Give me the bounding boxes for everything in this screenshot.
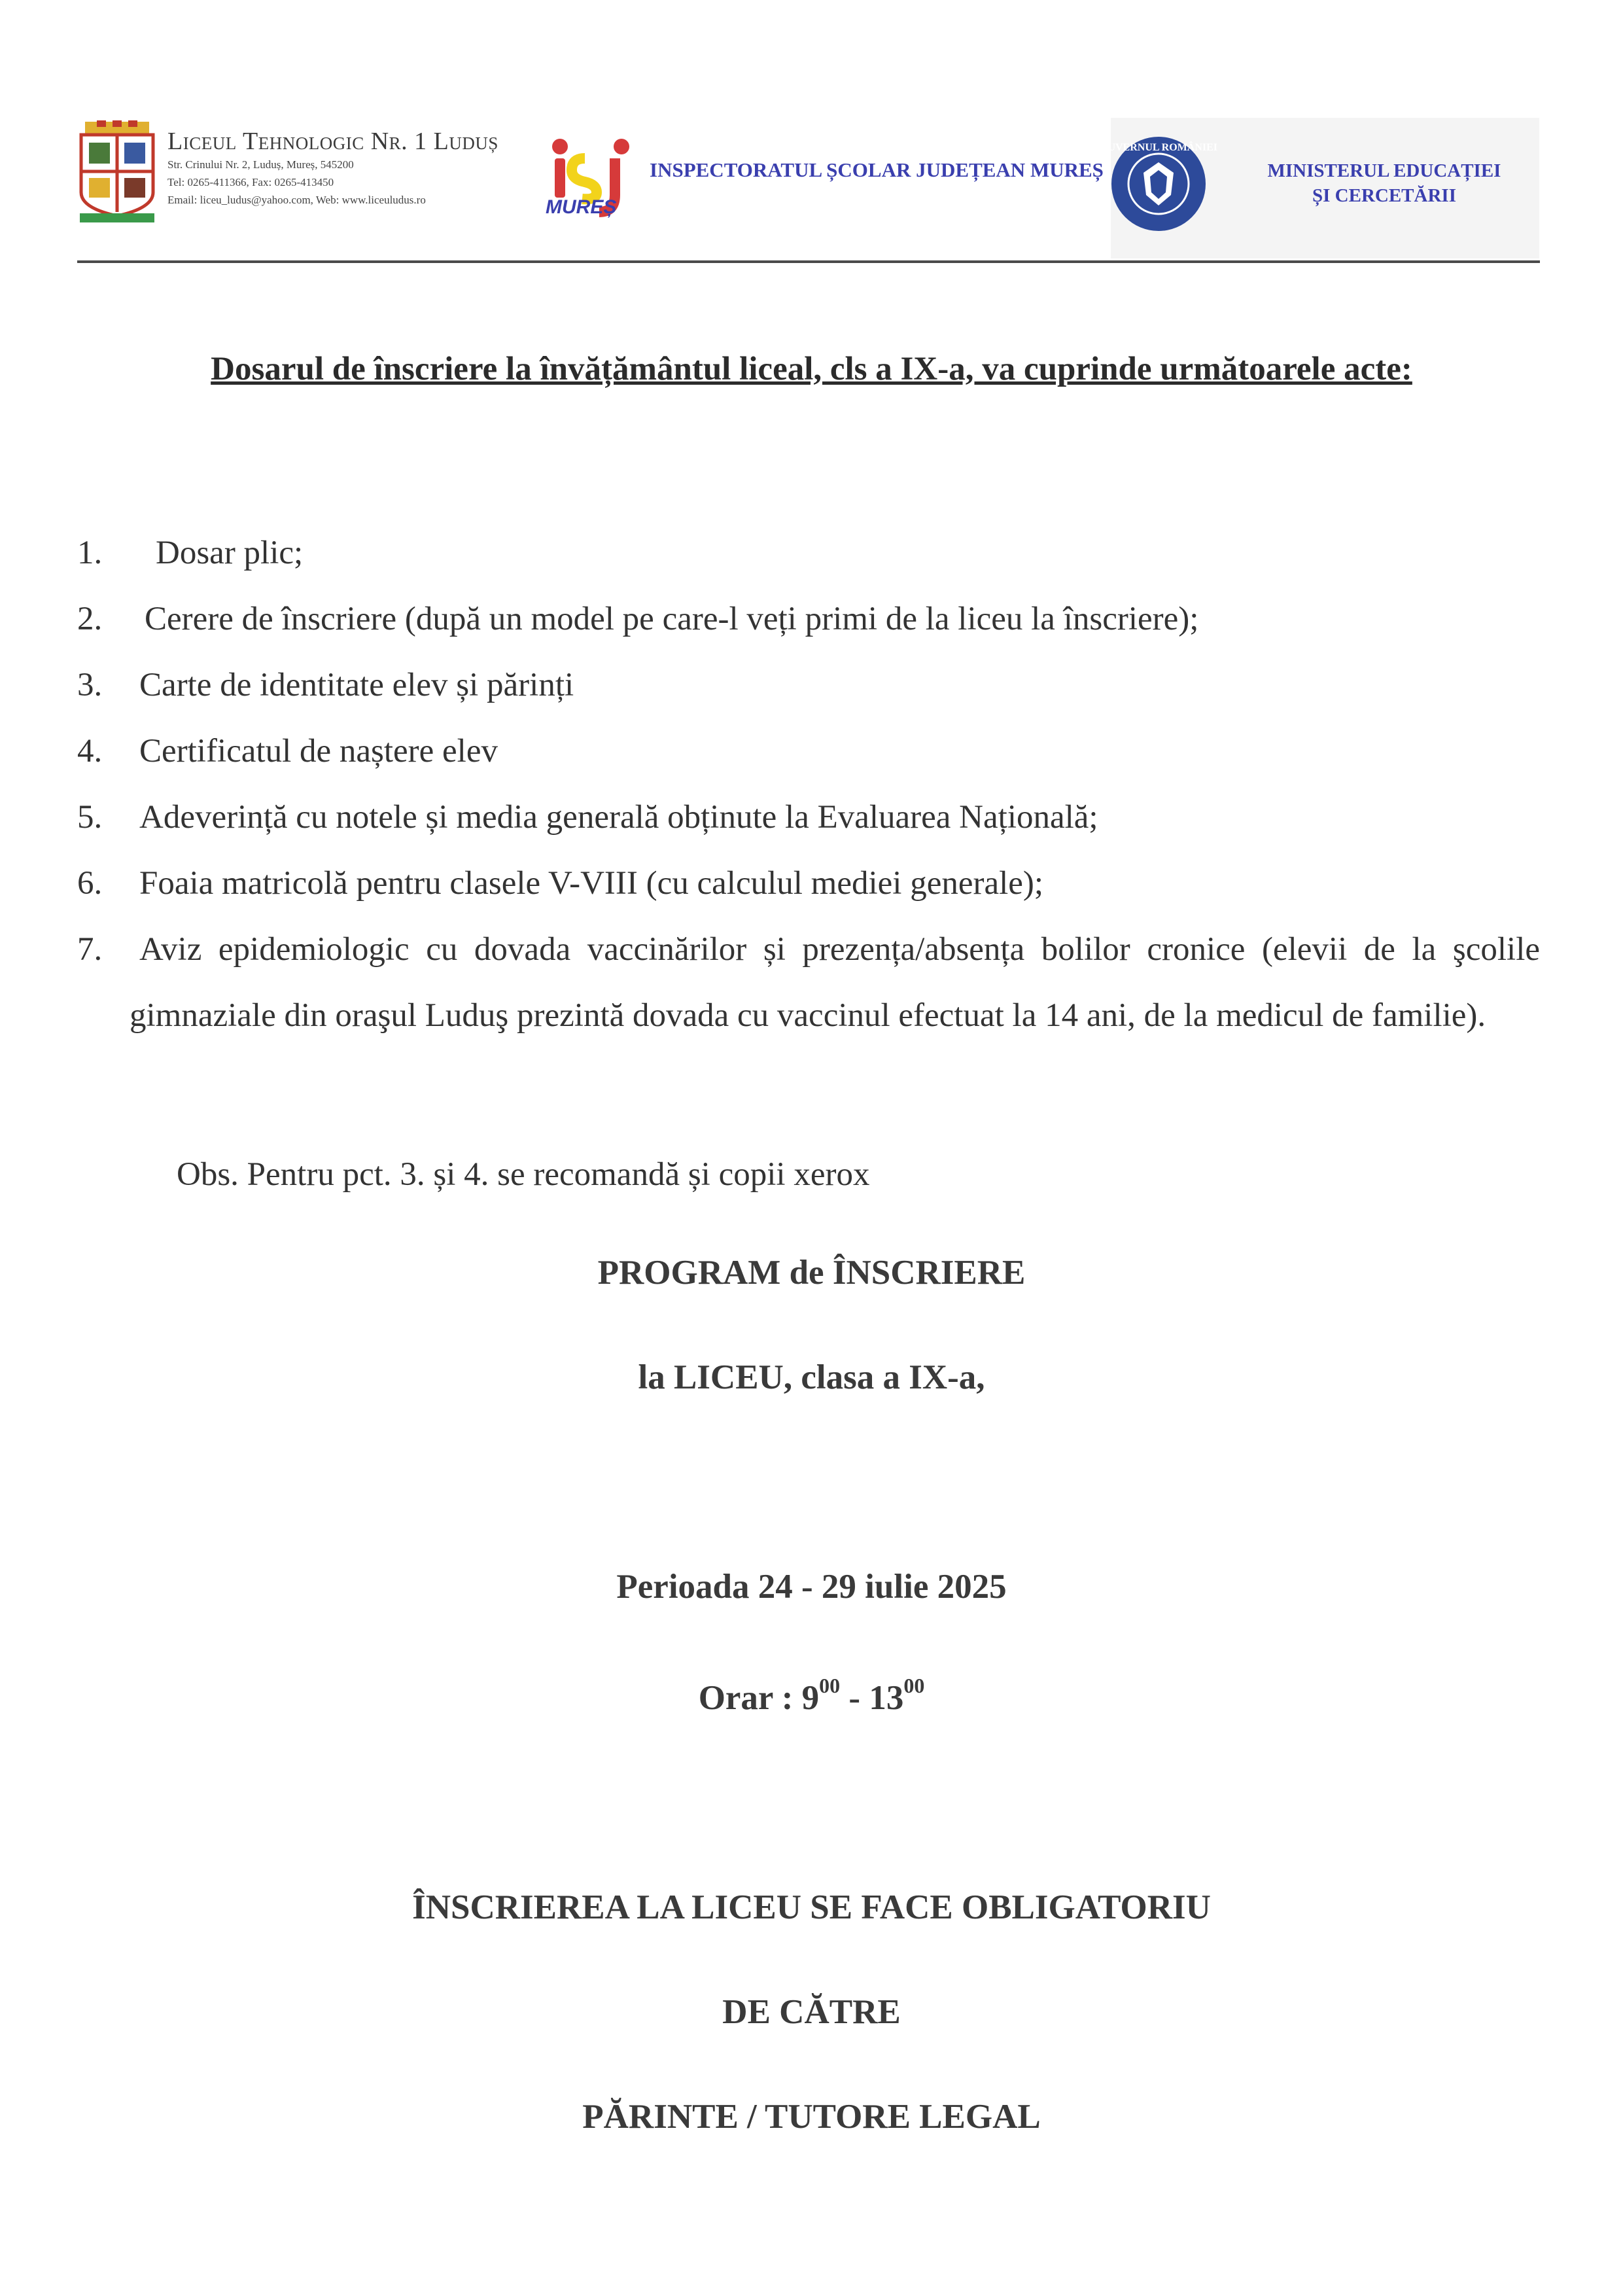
- list-item: [77, 520, 1540, 586]
- school-contact: Email: liceu_ludus@yahoo.com, Web: www.liceuludus.ro: [167, 194, 426, 206]
- seal-text: GUVERNUL ROMÂNIEI: [1099, 142, 1218, 153]
- item-text: Adeverință cu notele și media generală obținute la Evaluarea Națională;: [139, 799, 1098, 836]
- list-item: [77, 785, 1540, 851]
- required-documents-list: [77, 520, 1540, 1049]
- item-number: 2.: [77, 601, 103, 637]
- item-text: Dosar plic;: [156, 535, 304, 571]
- schedule-start-minutes: 00: [819, 1674, 841, 1698]
- item-text: Certificatul de naștere elev: [139, 733, 498, 769]
- item-number: 6.: [77, 865, 103, 902]
- schedule-start-hour: 9: [801, 1679, 820, 1717]
- item-text: Carte de identitate elev și părinți: [139, 667, 574, 703]
- list-item: [77, 917, 1540, 1049]
- school-name: Liceul Tehnologic Nr. 1 Luduș: [167, 128, 498, 155]
- list-item: [77, 586, 1540, 652]
- school-address: Str. Crinului Nr. 2, Luduș, Mureș, 545200: [167, 158, 354, 171]
- program-subtitle: la LICEU, clasa a IX-a,: [638, 1358, 985, 1396]
- school-info: [167, 127, 586, 209]
- schedule-end-minutes: 00: [903, 1674, 925, 1698]
- isj-logo-subtext: MUREȘ: [546, 196, 617, 218]
- ministry-line2: ȘI CERCETĂRII: [1312, 185, 1456, 206]
- government-seal: [1099, 135, 1218, 233]
- ministry-name: [1229, 158, 1540, 208]
- notice-line-2: DE CĂTRE: [722, 1993, 901, 2031]
- schedule-separator: -: [840, 1679, 869, 1717]
- program-title: PROGRAM de ÎNSCRIERE: [597, 1254, 1026, 1292]
- item-text: Aviz epidemiologic cu dovada vaccinărilor și prezența/absența bolilor cronice (elevii de la şcolile gimnaziale din oraşul Luduş prezintă dovada cu vaccinul efectuat la 14 ani, de la medicul de familie).: [130, 931, 1540, 1034]
- item-number: 3.: [77, 667, 103, 703]
- notice-line-3: PĂRINTE / TUTORE LEGAL: [582, 2098, 1041, 2136]
- item-number: 5.: [77, 799, 103, 836]
- schedule-hours: [0, 1674, 1623, 1718]
- ministry-line1: MINISTERUL EDUCAȚIEI: [1267, 160, 1501, 181]
- notice-line-1: ÎNSCRIEREA LA LICEU SE FACE OBLIGATORIU: [412, 1888, 1211, 1926]
- isj-logo: [542, 130, 640, 221]
- item-text: Cerere de înscriere (după un model pe care-l veți primi de la liceu la înscriere);: [145, 601, 1199, 637]
- item-number: 7.: [77, 931, 103, 968]
- isj-name: INSPECTORATUL ȘCOLAR JUDEȚEAN MUREȘ: [650, 158, 1104, 181]
- item-number: 4.: [77, 733, 103, 769]
- schedule-end-hour: 13: [869, 1679, 904, 1717]
- header-divider: [77, 260, 1540, 263]
- list-item: [77, 652, 1540, 718]
- list-item: [77, 718, 1540, 785]
- list-item: [77, 851, 1540, 917]
- document-title: Dosarul de înscriere la învățământul liceal, cls a IX-a, va cuprinde următoarele acte:: [211, 351, 1412, 387]
- crest-banner: [80, 213, 154, 222]
- letterhead: [77, 118, 1540, 258]
- item-number: 1.: [77, 535, 103, 571]
- schedule-label: Orar :: [698, 1679, 802, 1717]
- observation-note: Obs. Pentru pct. 3. și 4. se recomandă și copii xerox: [177, 1156, 870, 1193]
- school-crest-logo: [77, 120, 157, 224]
- school-phone: Tel: 0265-411366, Fax: 0265-413450: [167, 176, 334, 188]
- enrollment-period: Perioada 24 - 29 iulie 2025: [616, 1568, 1007, 1606]
- item-text: Foaia matricolă pentru clasele V-VIII (cu calculul mediei generale);: [139, 865, 1044, 902]
